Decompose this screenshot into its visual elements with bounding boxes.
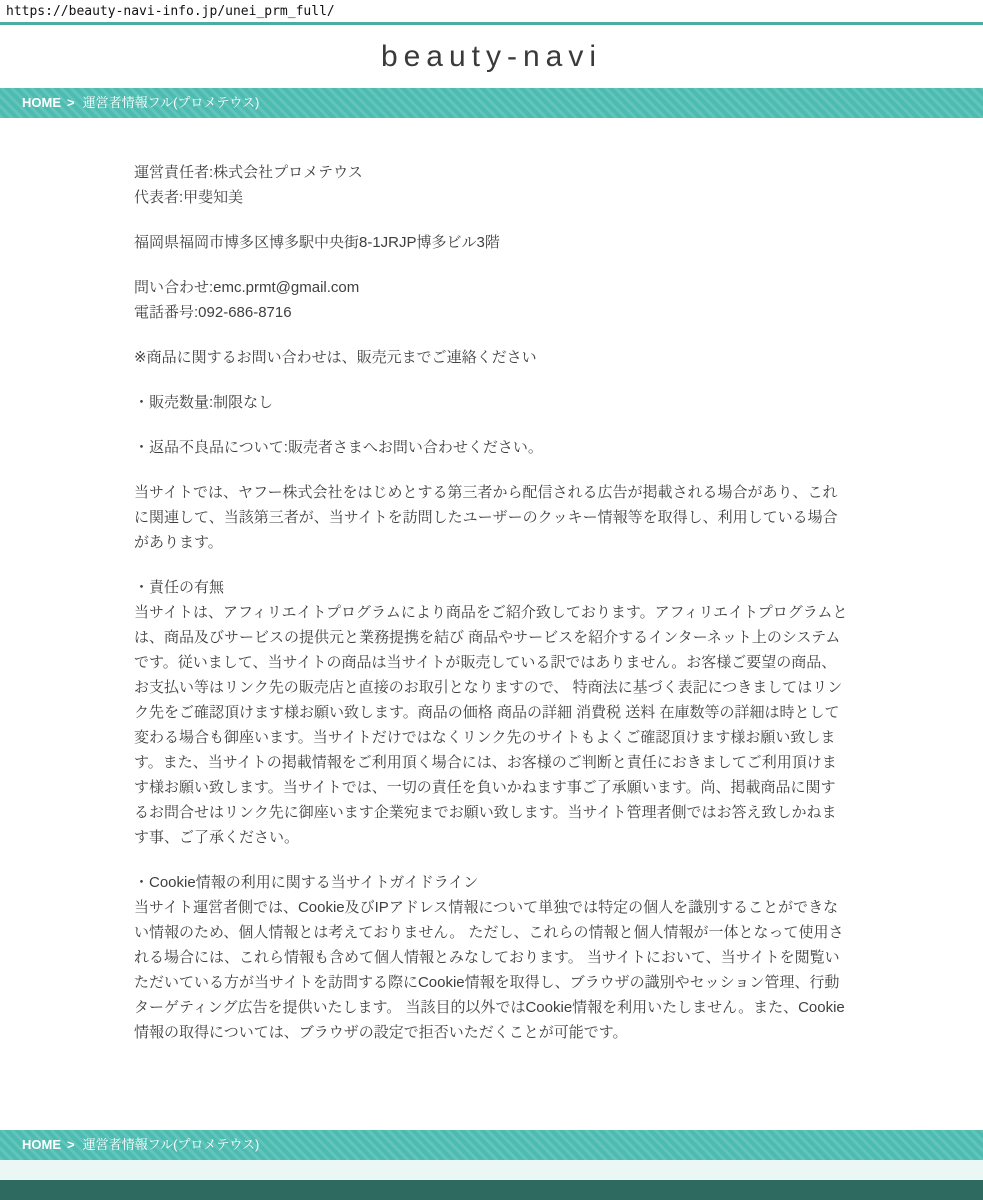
liability-body: 当サイトは、アフィリエイトプログラムにより商品をご紹介致しております。アフィリエイトプログラムとは、商品及びサービスの提供元と業務提携を結び 商品やサービスを紹介するインターネット上のシステムです。従いまして、当サイトの商品は当サイトが販売している訳ではありません。お客様ご要望の商品、お支払い等はリンク先の販売店と直接のお取引となりますので、 特商法に基づく表記につきましてはリンク先をご確認頂けます様お願い致します。商品の価格 商品の詳細 消費税 送料 在庫数等の詳細は時として変わる場合も御座います。当サイトだけではなくリンク先のサイトもよくご確認頂けます様お願い致します。また、当サイトの掲載情報をご利用頂く場合には、お客様のご判断と責任におきましてご利用頂けます様お願い致します。当サイトでは、一切の責任を負いかねます事ご了承願います。尚、掲載商品に関するお問合せはリンク先に御座います企業宛までお願い致します。当サイト管理者側ではお答え致しかねます事、ご了承ください。 bbox=[134, 604, 848, 846]
returns-item: ・返品不良品について:販売者さまへお問い合わせください。 bbox=[134, 439, 543, 456]
breadcrumb-current-label: 運営者情報フル(プロメテウス) bbox=[82, 1137, 260, 1152]
breadcrumb-top bbox=[0, 88, 983, 118]
breadcrumb-current-label: 運営者情報フル(プロメテウス) bbox=[82, 95, 260, 110]
breadcrumb-home-link[interactable]: HOME bbox=[22, 1137, 61, 1152]
cookie-guideline-body: 当サイト運営者側では、Cookie及びIPアドレス情報について単独では特定の個人を識別することができない情報のため、個人情報とは考えておりません。 ただし、これらの情報と個人情報が一体となって使用される場合には、これら情報も含めて個人情報とみなしております。 当サイトにおいて、当サイトを閲覧いただいている方が当サイトを訪問する際にCookie情報を取得し、ブラウザの識別やセッション管理、行動ターゲティング広告を提供いたします。 当該目的以外ではCookie情報を利用いたしません。また、Cookie情報の取得については、ブラウザの設定で拒否いただくことが可能です。 bbox=[134, 899, 845, 1041]
address-paragraph bbox=[134, 230, 849, 255]
operator-paragraph bbox=[134, 160, 849, 210]
site-header bbox=[0, 25, 983, 88]
footer-pale-band bbox=[0, 1160, 983, 1180]
breadcrumb-separator: > bbox=[67, 1137, 75, 1152]
liability-heading: ・責任の有無 bbox=[134, 579, 225, 596]
email-line: 問い合わせ:emc.prmt@gmail.com bbox=[134, 279, 360, 296]
sales-quantity-item: ・販売数量:制限なし bbox=[134, 394, 274, 411]
cookie-guideline-heading: ・Cookie情報の利用に関する当サイトガイドライン bbox=[134, 874, 479, 891]
third-party-ads-paragraph: 当サイトでは、ヤフー株式会社をはじめとする第三者から配信される広告が掲載される場合があり、これに関連して、当該第三者が、当サイトを訪問したユーザーのクッキー情報等を取得し、利用している場合があります。 bbox=[134, 484, 838, 551]
site-title: beauty-navi bbox=[380, 39, 603, 73]
footer-bar bbox=[0, 1180, 983, 1200]
operator-info-content bbox=[134, 118, 849, 1045]
phone-line: 電話番号:092-686-8716 bbox=[134, 304, 292, 321]
breadcrumb-separator: > bbox=[67, 95, 75, 110]
cookie-guideline-section bbox=[134, 870, 849, 1045]
address-line: 福岡県福岡市博多区博多駅中央街8-1JRJP博多ビル3階 bbox=[134, 234, 500, 251]
page-url-text: https://beauty-navi-info.jp/unei_prm_full/ bbox=[6, 4, 335, 19]
product-inquiry-note: ※商品に関するお問い合わせは、販売元までご連絡ください bbox=[134, 349, 537, 366]
representative-line: 代表者:甲斐知美 bbox=[134, 189, 244, 206]
liability-section bbox=[134, 575, 849, 850]
operator-name-line: 運営責任者:株式会社プロメテウス bbox=[134, 164, 363, 181]
contact-paragraph bbox=[134, 275, 849, 325]
breadcrumb-home-link[interactable]: HOME bbox=[22, 95, 61, 110]
breadcrumb-bottom bbox=[0, 1130, 983, 1160]
